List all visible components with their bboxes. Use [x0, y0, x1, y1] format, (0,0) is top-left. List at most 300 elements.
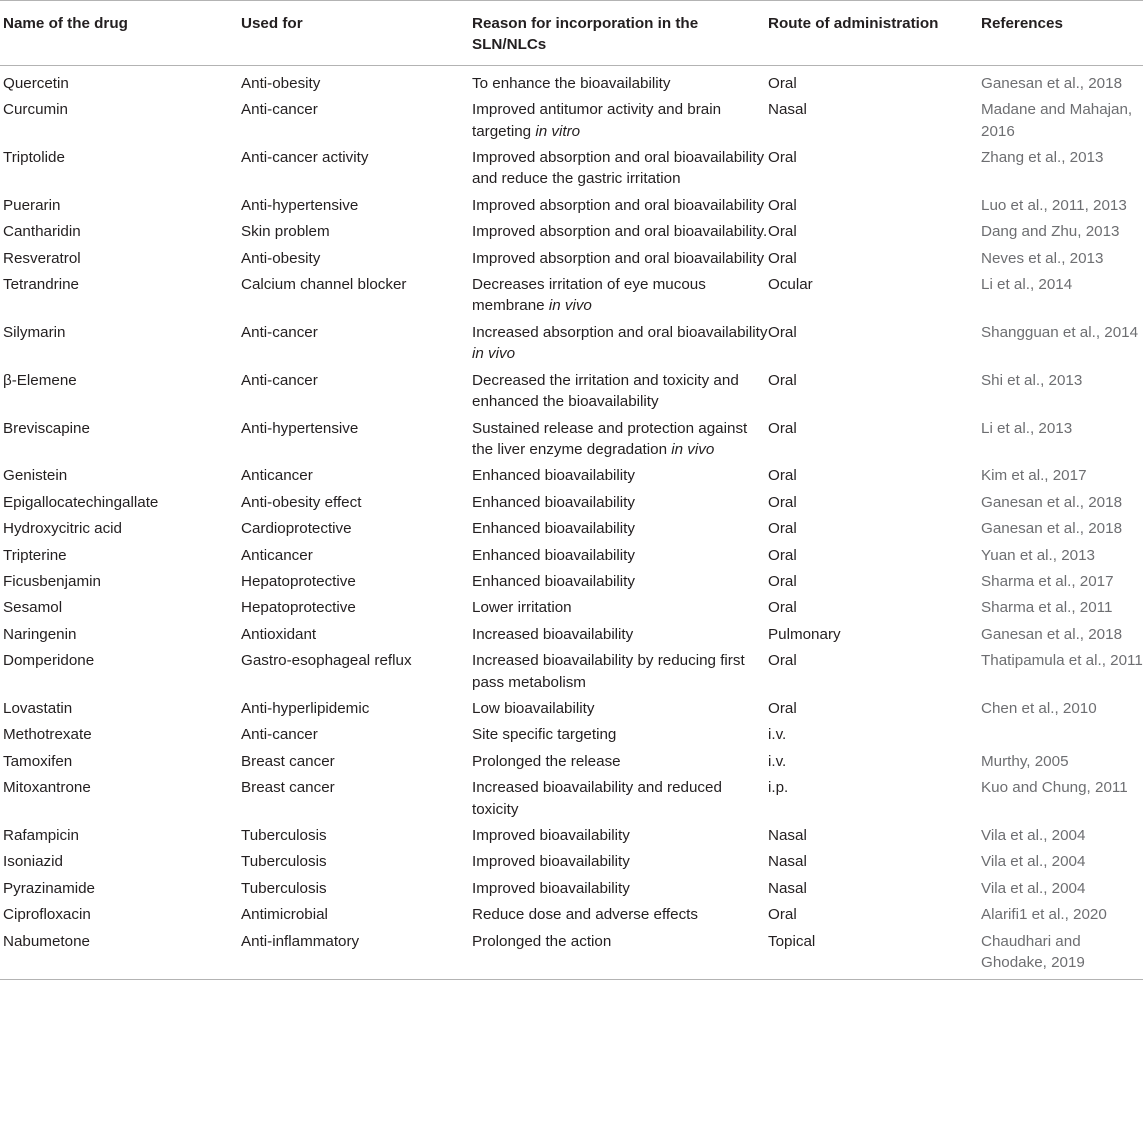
- reference-cell: [981, 489, 1143, 515]
- route-cell-text: Oral: [768, 323, 797, 341]
- reason-emphasis: in vitro: [535, 122, 581, 140]
- drug-name-cell: [0, 144, 241, 192]
- used-for-cell: [241, 271, 472, 319]
- drug-name-cell-text: Tetrandrine: [3, 276, 79, 294]
- route-cell-text: Nasal: [768, 853, 807, 871]
- reason-cell: [472, 568, 768, 594]
- route-cell-text: Oral: [768, 419, 797, 437]
- route-cell: [768, 192, 981, 218]
- drug-name-cell: [0, 367, 241, 415]
- reason-cell: [472, 462, 768, 488]
- reason-cell: [472, 245, 768, 271]
- reference-cell: [981, 415, 1143, 463]
- drug-name-cell-text: Tripterine: [3, 546, 67, 564]
- route-cell: [768, 542, 981, 568]
- reason-cell-text: Improved absorption and oral bioavailability and reduce the gastric irritation: [472, 149, 765, 188]
- route-cell: [768, 875, 981, 901]
- route-cell-text: i.v.: [768, 726, 787, 744]
- drug-name-cell: [0, 621, 241, 647]
- reference-cell: [981, 192, 1143, 218]
- route-cell: [768, 695, 981, 721]
- reason-cell-text: Increased absorption and oral bioavailability: [472, 323, 768, 341]
- reason-cell-text: Improved antitumor activity and brain targeting: [472, 101, 722, 140]
- route-cell-text: Oral: [768, 196, 797, 214]
- reference-cell-text: Dang and Zhu, 2013: [981, 223, 1120, 241]
- drug-name-cell-text: Epigallocatechingallate: [3, 493, 159, 511]
- drug-name-cell: [0, 218, 241, 244]
- reference-cell: [981, 647, 1143, 695]
- reason-cell: [472, 192, 768, 218]
- used-for-cell: [241, 96, 472, 144]
- table-row: [0, 774, 1143, 822]
- header-references: References: [981, 1, 1143, 66]
- route-cell: [768, 96, 981, 144]
- table-row: [0, 621, 1143, 647]
- reference-cell-text: Vila et al., 2004: [981, 853, 1086, 871]
- drug-name-cell: [0, 774, 241, 822]
- used-for-cell-text: Calcium channel blocker: [241, 276, 407, 294]
- used-for-cell: [241, 245, 472, 271]
- reference-cell: [981, 96, 1143, 144]
- table-row: [0, 319, 1143, 367]
- reference-cell-text: Zhang et al., 2013: [981, 149, 1104, 167]
- used-for-cell-text: Anti-obesity effect: [241, 493, 362, 511]
- route-cell-text: Oral: [768, 572, 797, 590]
- table-row: [0, 901, 1143, 927]
- used-for-cell: [241, 875, 472, 901]
- reason-cell-text: Sustained release and protection against the liver enzyme degradation: [472, 419, 748, 458]
- reference-cell-text: Vila et al., 2004: [981, 827, 1086, 844]
- drug-name-cell: [0, 245, 241, 271]
- reason-cell-text: Improved bioavailability: [472, 827, 630, 844]
- route-cell-text: Oral: [768, 74, 797, 92]
- drug-name-cell: [0, 848, 241, 874]
- reason-cell: [472, 875, 768, 901]
- reference-cell: [981, 928, 1143, 980]
- reason-cell-text: Increased bioavailability: [472, 625, 634, 643]
- drug-name-cell-text: Naringenin: [3, 625, 77, 643]
- table-row: [0, 848, 1143, 874]
- table-row: [0, 928, 1143, 980]
- drug-name-cell-text: Lovastatin: [3, 699, 73, 717]
- drug-name-cell-text: Curcumin: [3, 101, 68, 119]
- reason-cell: [472, 271, 768, 319]
- route-cell-text: Nasal: [768, 827, 807, 844]
- route-cell-text: Topical: [768, 932, 816, 950]
- route-cell-text: Oral: [768, 546, 797, 564]
- used-for-cell-text: Antioxidant: [241, 625, 317, 643]
- route-cell: [768, 901, 981, 927]
- reason-cell: [472, 144, 768, 192]
- route-cell: [768, 848, 981, 874]
- reference-cell: [981, 748, 1143, 774]
- reference-cell-text: Chen et al., 2010: [981, 699, 1097, 717]
- reason-cell: [472, 594, 768, 620]
- used-for-cell: [241, 928, 472, 980]
- route-cell-text: Pulmonary: [768, 625, 841, 643]
- used-for-cell-text: Hepatoprotective: [241, 599, 356, 617]
- route-cell: [768, 568, 981, 594]
- used-for-cell-text: Hepatoprotective: [241, 572, 356, 590]
- used-for-cell-text: Anti-cancer: [241, 371, 318, 389]
- reason-cell: [472, 542, 768, 568]
- reason-cell: [472, 515, 768, 541]
- used-for-cell-text: Anticancer: [241, 546, 313, 564]
- drug-name-cell: [0, 928, 241, 980]
- reference-cell-text: Madane and Mahajan, 2016: [981, 101, 1133, 140]
- reference-cell: [981, 462, 1143, 488]
- reference-cell: [981, 367, 1143, 415]
- drug-name-cell: [0, 415, 241, 463]
- drug-name-cell: [0, 721, 241, 747]
- route-cell-text: Oral: [768, 520, 797, 538]
- table-row: [0, 515, 1143, 541]
- table-row: [0, 647, 1143, 695]
- drug-name-cell: [0, 96, 241, 144]
- table-row: [0, 65, 1143, 96]
- drug-name-cell: [0, 462, 241, 488]
- used-for-cell: [241, 568, 472, 594]
- used-for-cell: [241, 415, 472, 463]
- drug-name-cell-text: Rafampicin: [3, 827, 79, 844]
- reason-cell: [472, 822, 768, 848]
- used-for-cell-text: Tuberculosis: [241, 879, 327, 897]
- reference-cell: [981, 848, 1143, 874]
- reference-cell: [981, 875, 1143, 901]
- drug-name-cell: [0, 542, 241, 568]
- used-for-cell-text: Anti-cancer: [241, 323, 318, 341]
- reason-cell-text: To enhance the bioavailability: [472, 74, 671, 92]
- reason-cell: [472, 848, 768, 874]
- route-cell: [768, 822, 981, 848]
- used-for-cell: [241, 319, 472, 367]
- route-cell: [768, 721, 981, 747]
- reference-cell-text: Ganesan et al., 2018: [981, 493, 1123, 511]
- reference-cell-text: Shangguan et al., 2014: [981, 323, 1139, 341]
- header-row: [0, 1, 1143, 66]
- reason-cell-text: Decreased the irritation and toxicity and enhanced the bioavailability: [472, 371, 739, 411]
- reason-cell: [472, 319, 768, 367]
- drug-name-cell-text: Quercetin: [3, 74, 69, 92]
- reference-cell: [981, 695, 1143, 721]
- used-for-cell-text: Anti-hypertensive: [241, 196, 359, 214]
- drug-name-cell: [0, 568, 241, 594]
- drug-name-cell-text: Pyrazinamide: [3, 879, 96, 897]
- table-row: [0, 271, 1143, 319]
- reason-emphasis: in vivo: [472, 345, 516, 363]
- reason-cell-text: Decreases irritation of eye mucous membrane: [472, 276, 706, 315]
- used-for-cell-text: Tuberculosis: [241, 827, 327, 844]
- reference-cell-text: Ganesan et al., 2018: [981, 520, 1123, 538]
- reference-cell-text: Vila et al., 2004: [981, 879, 1086, 897]
- reference-cell: [981, 901, 1143, 927]
- used-for-cell-text: Anticancer: [241, 467, 313, 485]
- used-for-cell-text: Gastro-esophageal reflux: [241, 652, 412, 670]
- route-cell: [768, 774, 981, 822]
- drug-name-cell-text: Silymarin: [3, 323, 66, 341]
- reference-cell: [981, 515, 1143, 541]
- header-route: Route of administration: [768, 1, 981, 66]
- reason-cell: [472, 748, 768, 774]
- reference-cell-text: Luo et al., 2011, 2013: [981, 196, 1127, 214]
- used-for-cell: [241, 144, 472, 192]
- reason-cell-text: Site specific targeting: [472, 726, 617, 744]
- used-for-cell: [241, 218, 472, 244]
- table-row: [0, 594, 1143, 620]
- used-for-cell-text: Anti-cancer: [241, 101, 318, 119]
- used-for-cell: [241, 462, 472, 488]
- used-for-cell-text: Anti-hypertensive: [241, 419, 359, 437]
- used-for-cell: [241, 65, 472, 96]
- reason-cell-text: Improved absorption and oral bioavailability: [472, 196, 765, 214]
- route-cell-text: i.v.: [768, 752, 787, 770]
- drug-name-cell-text: Isoniazid: [3, 853, 63, 871]
- route-cell-text: Ocular: [768, 276, 813, 294]
- table-row: [0, 218, 1143, 244]
- used-for-cell: [241, 848, 472, 874]
- reference-cell: [981, 721, 1143, 747]
- table-row: [0, 489, 1143, 515]
- route-cell-text: i.p.: [768, 779, 789, 797]
- reason-cell-text: Reduce dose and adverse effects: [472, 906, 698, 924]
- drug-name-cell: [0, 192, 241, 218]
- reference-cell-text: Li et al., 2014: [981, 276, 1073, 294]
- route-cell-text: Oral: [768, 149, 797, 167]
- reason-cell-text: Increased bioavailability and reduced toxicity: [472, 779, 722, 818]
- drug-name-cell: [0, 65, 241, 96]
- reference-cell: [981, 245, 1143, 271]
- reason-cell: [472, 96, 768, 144]
- reason-emphasis: in vivo: [548, 297, 592, 315]
- used-for-cell: [241, 901, 472, 927]
- reference-cell-text: Thatipamula et al., 2011: [981, 652, 1143, 670]
- table-row: [0, 875, 1143, 901]
- route-cell: [768, 621, 981, 647]
- header-drug-name: Name of the drug: [0, 1, 241, 66]
- reason-cell-text: Prolonged the release: [472, 752, 621, 770]
- route-cell-text: Oral: [768, 249, 797, 267]
- reason-cell: [472, 489, 768, 515]
- header-reason: Reason for incorporation in the SLN/NLCs: [472, 1, 768, 66]
- reason-cell-text: Enhanced bioavailability: [472, 572, 635, 590]
- reference-cell-text: Sharma et al., 2011: [981, 599, 1113, 617]
- drug-name-cell: [0, 748, 241, 774]
- table-row: [0, 462, 1143, 488]
- route-cell-text: Oral: [768, 371, 797, 389]
- used-for-cell-text: Tuberculosis: [241, 853, 327, 871]
- reference-cell: [981, 621, 1143, 647]
- used-for-cell-text: Skin problem: [241, 223, 330, 241]
- used-for-cell-text: Anti-obesity: [241, 249, 321, 267]
- reason-cell-text: Enhanced bioavailability: [472, 493, 635, 511]
- reference-cell: [981, 568, 1143, 594]
- drug-name-cell: [0, 695, 241, 721]
- drug-name-cell: [0, 271, 241, 319]
- drug-name-cell-text: Domperidone: [3, 652, 95, 670]
- route-cell: [768, 65, 981, 96]
- used-for-cell-text: Anti-cancer: [241, 726, 318, 744]
- route-cell-text: Oral: [768, 652, 797, 670]
- reference-cell: [981, 319, 1143, 367]
- reason-cell: [472, 647, 768, 695]
- reason-cell-text: Enhanced bioavailability: [472, 467, 635, 485]
- reference-cell: [981, 218, 1143, 244]
- drug-name-cell-text: Mitoxantrone: [3, 779, 91, 797]
- drug-name-cell-text: Puerarin: [3, 196, 61, 214]
- used-for-cell: [241, 695, 472, 721]
- reference-cell-text: Shi et al., 2013: [981, 371, 1083, 389]
- reason-cell-text: Improved bioavailability: [472, 879, 630, 897]
- reason-cell: [472, 415, 768, 463]
- reference-cell: [981, 822, 1143, 848]
- drug-name-cell-text: Resveratrol: [3, 249, 81, 267]
- route-cell: [768, 218, 981, 244]
- drug-name-cell-text: Ciprofloxacin: [3, 906, 91, 924]
- reason-cell-text: Improved absorption and oral bioavailability.: [472, 223, 768, 241]
- table-row: [0, 192, 1143, 218]
- reason-cell-text: Enhanced bioavailability: [472, 546, 635, 564]
- reason-cell-text: Improved bioavailability: [472, 853, 630, 871]
- drug-name-cell-text: Sesamol: [3, 599, 63, 617]
- drug-name-cell-text: Breviscapine: [3, 419, 90, 437]
- route-cell: [768, 271, 981, 319]
- route-cell: [768, 415, 981, 463]
- drug-name-cell: [0, 901, 241, 927]
- route-cell-text: Oral: [768, 699, 797, 717]
- reason-cell: [472, 901, 768, 927]
- drug-name-cell-text: Hydroxycitric acid: [3, 520, 122, 538]
- used-for-cell-text: Anti-cancer activity: [241, 149, 369, 167]
- reference-cell-text: Sharma et al., 2017: [981, 572, 1114, 590]
- reference-cell-text: Ganesan et al., 2018: [981, 74, 1123, 92]
- drug-name-cell: [0, 822, 241, 848]
- used-for-cell: [241, 367, 472, 415]
- used-for-cell: [241, 192, 472, 218]
- route-cell: [768, 647, 981, 695]
- reference-cell-text: Kim et al., 2017: [981, 467, 1087, 485]
- reference-cell: [981, 65, 1143, 96]
- reference-cell: [981, 271, 1143, 319]
- used-for-cell-text: Anti-hyperlipidemic: [241, 699, 370, 717]
- used-for-cell-text: Anti-inflammatory: [241, 932, 360, 950]
- route-cell: [768, 462, 981, 488]
- route-cell: [768, 748, 981, 774]
- route-cell: [768, 144, 981, 192]
- used-for-cell: [241, 822, 472, 848]
- table-header: [0, 1, 1143, 66]
- drug-name-cell-text: Methotrexate: [3, 726, 92, 744]
- reason-cell: [472, 774, 768, 822]
- used-for-cell: [241, 621, 472, 647]
- drug-name-cell-text: Triptolide: [3, 149, 65, 167]
- drug-name-cell-text: Nabumetone: [3, 932, 90, 950]
- table-row: [0, 822, 1143, 848]
- used-for-cell: [241, 774, 472, 822]
- reason-cell-text: Increased bioavailability by reducing first pass metabolism: [472, 652, 745, 691]
- table-row: [0, 721, 1143, 747]
- reference-cell: [981, 594, 1143, 620]
- used-for-cell: [241, 748, 472, 774]
- route-cell-text: Oral: [768, 223, 797, 241]
- used-for-cell: [241, 594, 472, 620]
- table-row: [0, 695, 1143, 721]
- reason-cell: [472, 367, 768, 415]
- reference-cell-text: Chaudhari and Ghodake, 2019: [981, 932, 1085, 972]
- used-for-cell: [241, 489, 472, 515]
- reason-cell: [472, 695, 768, 721]
- route-cell: [768, 928, 981, 980]
- table-row: [0, 415, 1143, 463]
- used-for-cell-text: Cardioprotective: [241, 520, 352, 538]
- table-row: [0, 568, 1143, 594]
- drug-name-cell-text: Cantharidin: [3, 223, 81, 241]
- drug-name-cell-text: Ficusbenjamin: [3, 572, 101, 590]
- route-cell: [768, 367, 981, 415]
- route-cell-text: Oral: [768, 493, 797, 511]
- table-row: [0, 748, 1143, 774]
- reason-cell: [472, 65, 768, 96]
- reason-cell-text: Enhanced bioavailability: [472, 520, 635, 538]
- route-cell: [768, 515, 981, 541]
- reference-cell-text: Neves et al., 2013: [981, 249, 1104, 267]
- reference-cell: [981, 144, 1143, 192]
- reason-cell: [472, 218, 768, 244]
- used-for-cell: [241, 515, 472, 541]
- used-for-cell-text: Breast cancer: [241, 752, 335, 770]
- table-row: [0, 245, 1143, 271]
- table-row: [0, 367, 1143, 415]
- table-row: [0, 144, 1143, 192]
- reason-emphasis: in vivo: [671, 440, 715, 458]
- route-cell-text: Nasal: [768, 879, 807, 897]
- header-used-for: Used for: [241, 1, 472, 66]
- used-for-cell-text: Anti-obesity: [241, 74, 321, 92]
- reason-cell: [472, 928, 768, 980]
- used-for-cell: [241, 721, 472, 747]
- reference-cell-text: Ganesan et al., 2018: [981, 625, 1123, 643]
- drug-name-cell: [0, 875, 241, 901]
- reference-cell-text: Li et al., 2013: [981, 419, 1073, 437]
- route-cell-text: Oral: [768, 467, 797, 485]
- drug-name-cell: [0, 515, 241, 541]
- drug-name-cell-text: Tamoxifen: [3, 752, 73, 770]
- used-for-cell: [241, 542, 472, 568]
- route-cell: [768, 489, 981, 515]
- reference-cell-text: Kuo and Chung, 2011: [981, 779, 1128, 797]
- reason-cell-text: Lower irritation: [472, 599, 572, 617]
- reference-cell: [981, 542, 1143, 568]
- reason-cell: [472, 721, 768, 747]
- reference-cell-text: Alarifi1 et al., 2020: [981, 906, 1107, 924]
- reason-cell: [472, 621, 768, 647]
- route-cell: [768, 319, 981, 367]
- used-for-cell: [241, 647, 472, 695]
- reference-cell-text: Murthy, 2005: [981, 752, 1069, 770]
- reference-cell: [981, 774, 1143, 822]
- drug-name-cell-text: β-Elemene: [3, 371, 77, 389]
- drug-name-cell: [0, 489, 241, 515]
- drug-name-cell-text: Genistein: [3, 467, 68, 485]
- reason-cell-text: Low bioavailability: [472, 699, 595, 717]
- route-cell-text: Oral: [768, 906, 797, 924]
- drug-name-cell: [0, 647, 241, 695]
- table-row: [0, 96, 1143, 144]
- table-body: [0, 65, 1143, 980]
- reason-cell-text: Prolonged the action: [472, 932, 612, 950]
- route-cell: [768, 594, 981, 620]
- route-cell: [768, 245, 981, 271]
- drug-name-cell: [0, 319, 241, 367]
